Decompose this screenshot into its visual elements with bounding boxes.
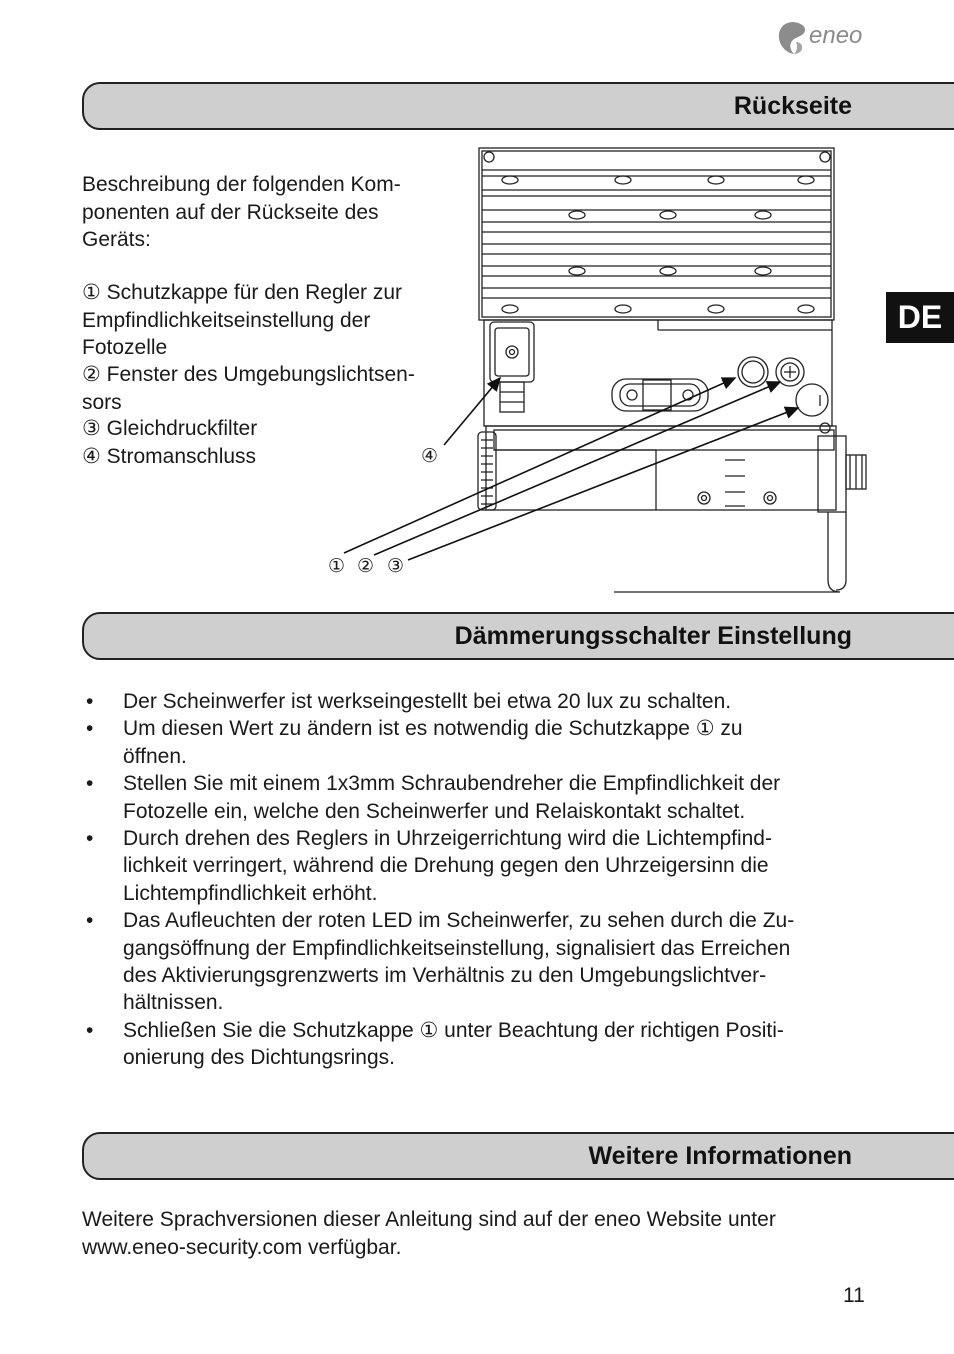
bullet-icon: • bbox=[86, 690, 94, 713]
bullet-icon: • bbox=[86, 717, 94, 741]
callout-3: ③ bbox=[387, 556, 405, 577]
component-item-3: ③ Gleichdruckfilter bbox=[82, 417, 258, 440]
callout-4: ④ bbox=[421, 446, 439, 467]
list-item-text: Schließen Sie die Schutzkappe ① unter Beachtung der richtigen Positi- onierung des Dichtungsrings. bbox=[123, 1018, 784, 1070]
list-item-text: Stellen Sie mit einem 1x3mm Schraubendreher die Empfindlichkeit der Fotozelle ein, welche den Scheinwerfer und Relaiskontakt schaltet. bbox=[123, 772, 781, 823]
bullet-icon: • bbox=[86, 909, 94, 933]
component-item-4: ④ Stromanschluss bbox=[82, 445, 257, 468]
section-title-rueckseite: Rückseite bbox=[733, 92, 852, 120]
page-number: 11 bbox=[843, 1284, 865, 1307]
bullet-icon: • bbox=[86, 1018, 94, 1042]
weitere-text: Weitere Sprachversionen dieser Anleitung sind auf der eneo Website unter www.eneo-security.com verfügbar. bbox=[82, 1208, 776, 1259]
list-item bbox=[82, 907, 882, 1017]
instruction-list bbox=[82, 688, 882, 1072]
bullet-icon: • bbox=[86, 827, 94, 851]
list-item-text: Der Scheinwerfer ist werkseingestellt bei etwa 20 lux zu schalten. bbox=[123, 690, 732, 713]
section-title-daemmerung: Dämmerungsschalter Einstellung bbox=[454, 622, 852, 650]
list-item-text: Das Aufleuchten der roten LED im Scheinwerfer, zu sehen durch die Zu- gangsöffnung der Empfindlichkeitseinstellung, signalisiert das Erreichen des Aktivierungsgrenzwerts im Verhältnis zu den Umgebungslichtver- hältnissen. bbox=[123, 909, 795, 1015]
language-tab: DE bbox=[886, 292, 954, 343]
list-item-text: Durch drehen des Reglers in Uhrzeigerrichtung wird die Lichtempfind- lichkeit verringert, während die Drehung gegen den Uhrzeigersinn die Lichtempfindlichkeit erhöht. bbox=[123, 827, 772, 905]
device-back-diagram bbox=[320, 145, 890, 595]
list-item bbox=[82, 1017, 882, 1072]
list-item-text: Um diesen Wert zu ändern ist es notwendig die Schutzkappe ① zu öffnen. bbox=[123, 717, 743, 768]
list-item bbox=[82, 825, 882, 907]
callout-2: ② bbox=[357, 556, 375, 577]
callout-1: ① bbox=[328, 556, 346, 577]
list-item bbox=[82, 688, 882, 715]
section-title-weitere: Weitere Informationen bbox=[588, 1142, 852, 1170]
component-item-1: ① Schutzkappe für den Regler zur Empfindlichkeitseinstellung der Fotozelle bbox=[82, 281, 402, 359]
list-item bbox=[82, 715, 882, 770]
eneo-logo-icon bbox=[776, 20, 810, 56]
intro-text: Beschreibung der folgenden Kom- ponenten auf der Rückseite des Geräts: bbox=[82, 173, 401, 251]
bullet-icon: • bbox=[86, 772, 94, 796]
component-item-2: ② Fenster des Umgebungslichtsen- sors bbox=[82, 363, 415, 414]
brand-name: eneo bbox=[809, 22, 863, 49]
list-item bbox=[82, 770, 882, 825]
